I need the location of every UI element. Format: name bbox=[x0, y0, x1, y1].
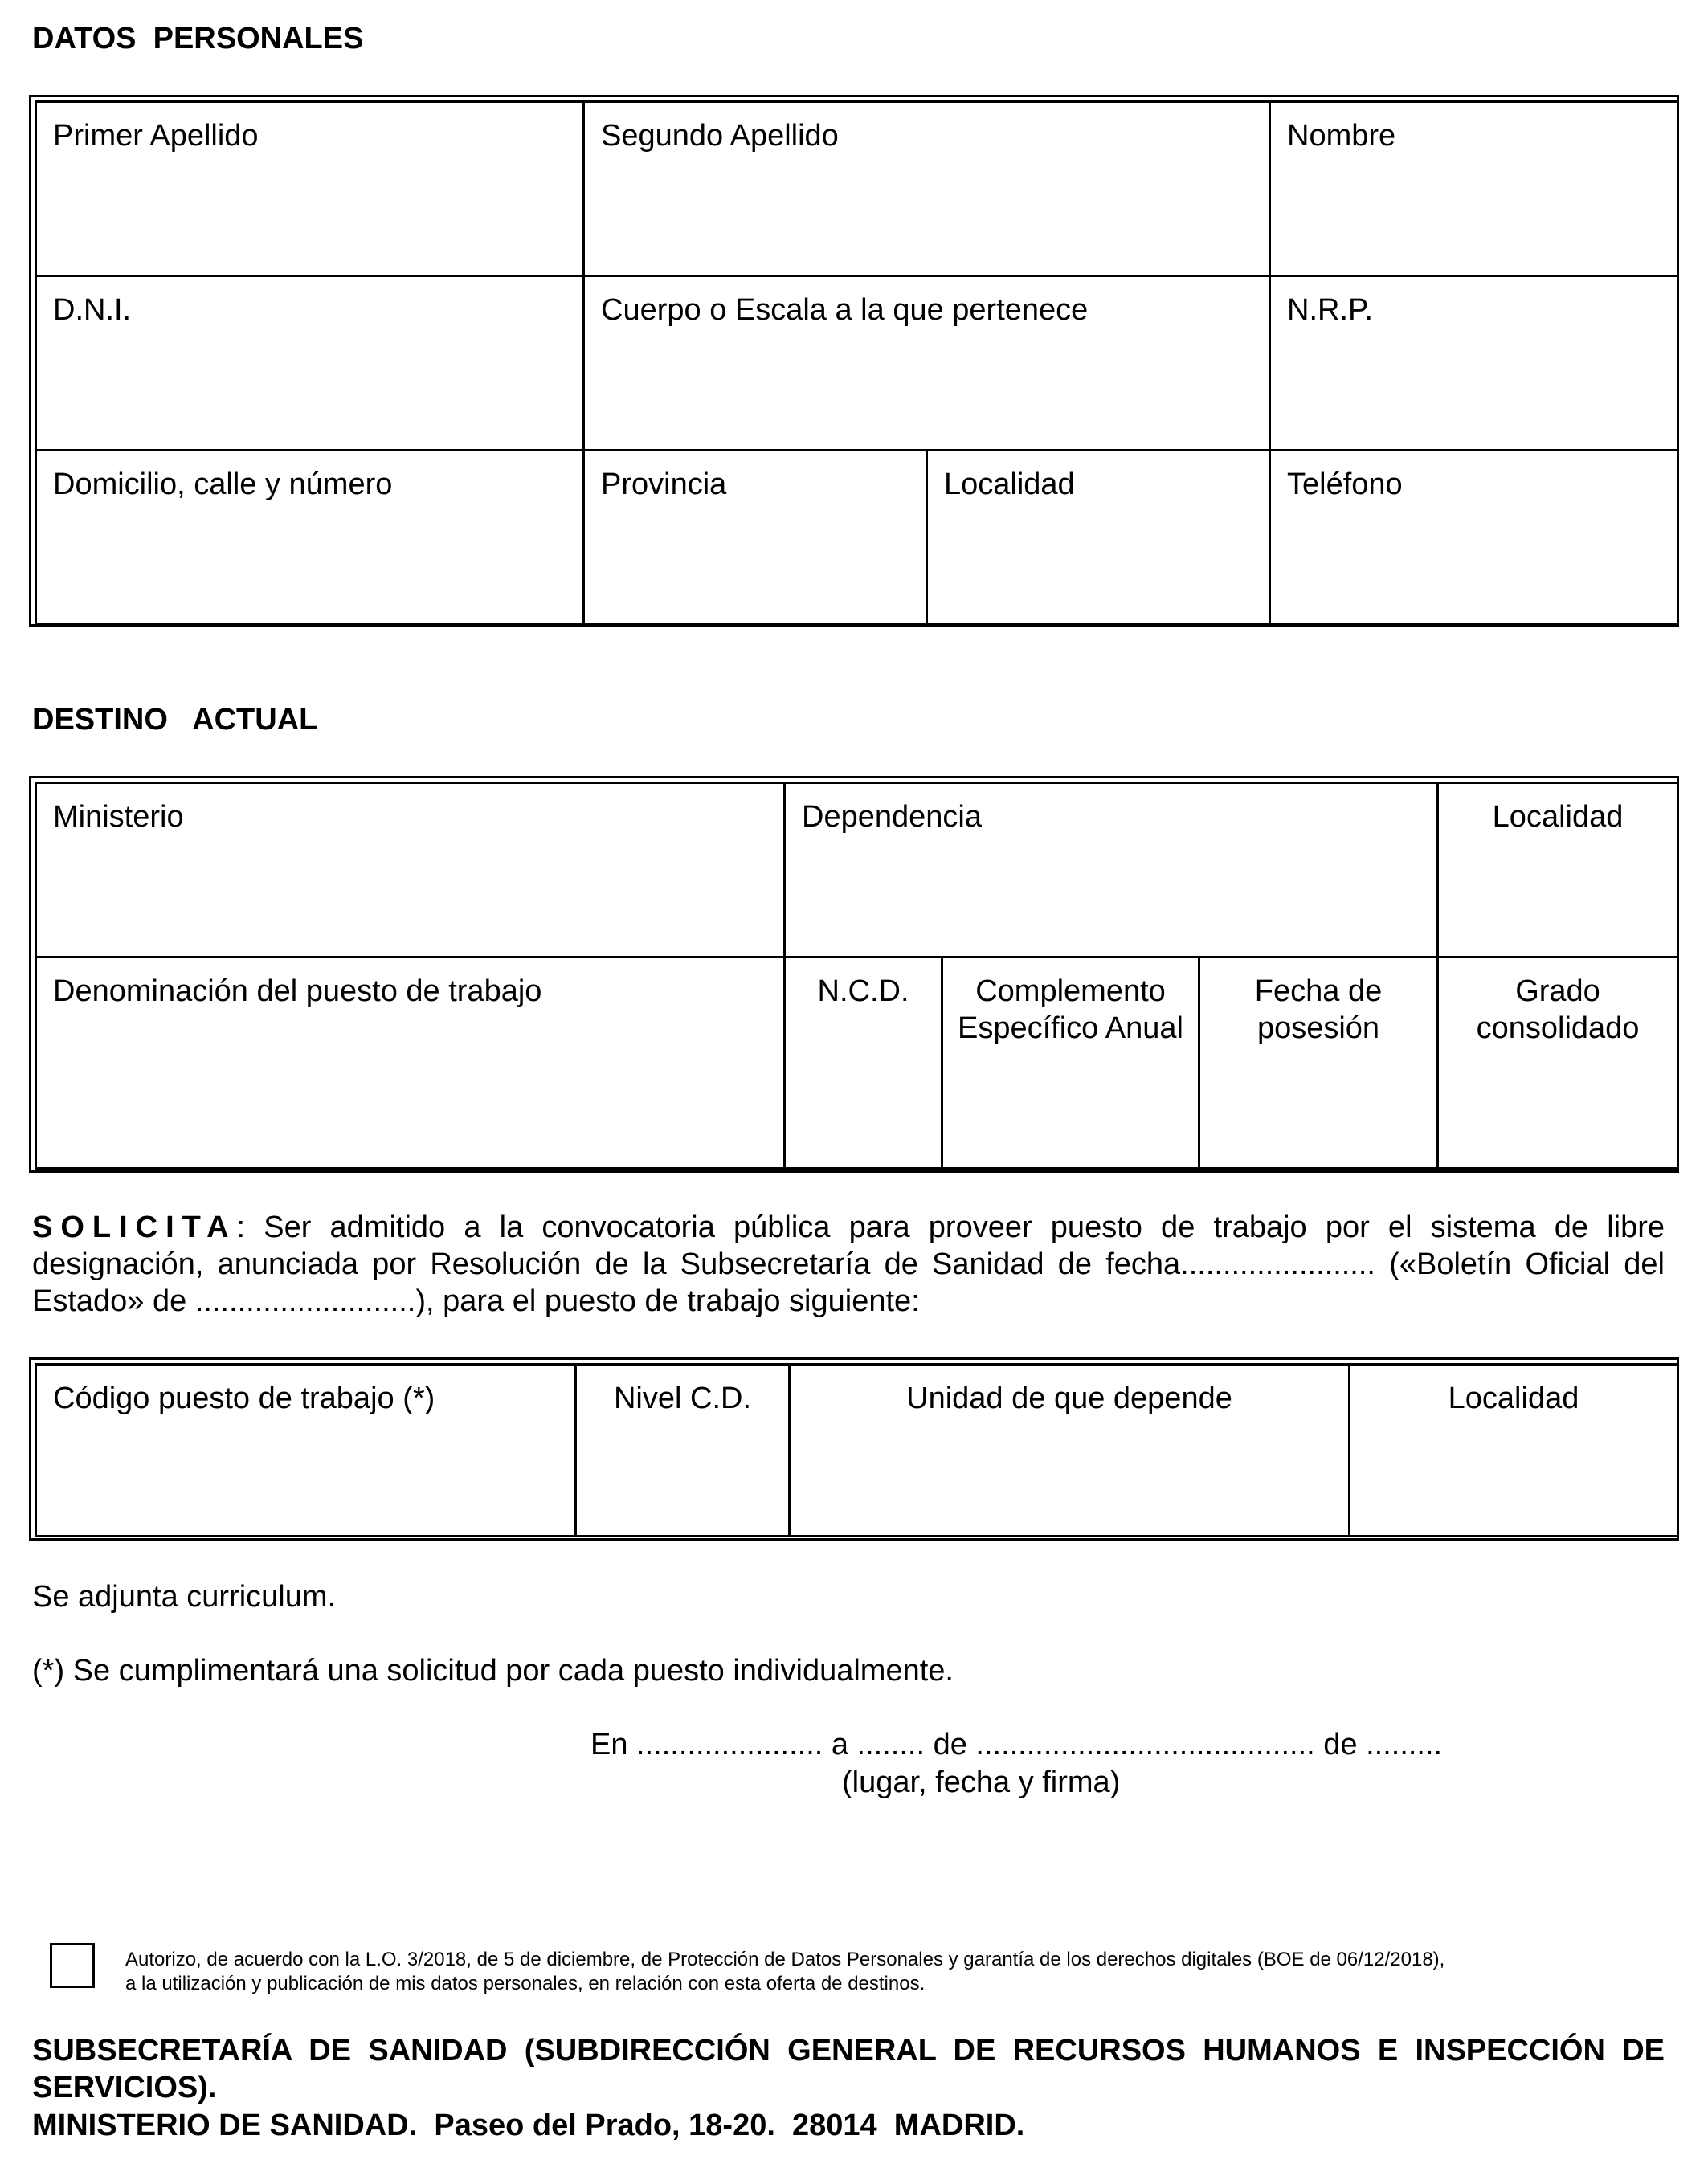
first-surname-label: Primer Apellido bbox=[53, 119, 259, 153]
corps-field[interactable] bbox=[584, 276, 1270, 451]
footer-office: SUBSECRETARÍA DE SANIDAD (SUBDIRECCIÓN GENERAL DE RECURSOS HUMANOS E INSPECCIÓN DE SERVICIOS). bbox=[32, 2034, 1665, 2104]
solicita-paragraph bbox=[32, 1209, 1665, 1320]
second-surname-label: Segundo Apellido bbox=[601, 119, 839, 153]
province-field[interactable] bbox=[584, 451, 927, 625]
individual-request-note: (*) Se cumplimentará una solicitud por cada puesto individualmente. bbox=[32, 1654, 954, 1688]
address-label: Domicilio, calle y número bbox=[53, 467, 393, 501]
first-surname-field[interactable] bbox=[36, 102, 584, 276]
requested-locality-label: Localidad bbox=[1448, 1382, 1579, 1415]
phone-label: Teléfono bbox=[1287, 467, 1403, 501]
personal-data-table bbox=[29, 95, 1679, 627]
possession-date-label: Fecha de posesión bbox=[1254, 974, 1383, 1045]
possession-date-field[interactable] bbox=[1199, 957, 1438, 1169]
section-heading-datos-personales: DATOS PERSONALES bbox=[32, 22, 364, 55]
curriculum-note: Se adjunta curriculum. bbox=[32, 1580, 337, 1614]
solicita-label: SOLICITA bbox=[32, 1210, 237, 1244]
requested-post-table bbox=[29, 1357, 1679, 1541]
locality-label: Localidad bbox=[944, 467, 1075, 501]
requested-locality-field[interactable] bbox=[1350, 1365, 1678, 1537]
solicita-text: : Ser admitido a la convocatoria pública para proveer puesto de trabajo por el sistema de libre designación, anunciada por Resolución de la Subsecretaría de Sanidad de fecha....................... («Boletín Oficial del Estado» de ..........................), para el puesto de trabajo siguiente: bbox=[32, 1210, 1665, 1318]
post-name-field[interactable] bbox=[36, 957, 785, 1169]
level-cd-label: Nivel C.D. bbox=[613, 1382, 752, 1415]
dni-label: D.N.I. bbox=[53, 293, 132, 327]
province-label: Provincia bbox=[601, 467, 727, 501]
nrp-label: N.R.P. bbox=[1287, 293, 1374, 327]
post-code-label: Código puesto de trabajo (*) bbox=[53, 1382, 435, 1415]
second-surname-field[interactable] bbox=[584, 102, 1270, 276]
ministry-field[interactable] bbox=[36, 783, 785, 957]
footer-address: MINISTERIO DE SANIDAD. Paseo del Prado, 18-20. 28014 MADRID. bbox=[32, 2108, 1025, 2142]
specific-complement-label: Complemento Específico Anual bbox=[958, 974, 1183, 1045]
unit-label: Unidad de que depende bbox=[906, 1382, 1232, 1415]
specific-complement-field[interactable] bbox=[942, 957, 1199, 1169]
current-locality-label: Localidad bbox=[1492, 800, 1624, 834]
dni-field[interactable] bbox=[36, 276, 584, 451]
signature-line[interactable]: En ...................... a ........ de ........................................ de ......... bbox=[590, 1728, 1443, 1761]
name-label: Nombre bbox=[1287, 119, 1396, 153]
dependency-field[interactable] bbox=[785, 783, 1438, 957]
current-locality-field[interactable] bbox=[1438, 783, 1678, 957]
level-cd-field[interactable] bbox=[576, 1365, 790, 1537]
consolidated-grade-field[interactable] bbox=[1438, 957, 1678, 1169]
phone-field[interactable] bbox=[1270, 451, 1678, 625]
address-field[interactable] bbox=[36, 451, 584, 625]
consolidated-grade-label: Grado consolidado bbox=[1476, 974, 1640, 1045]
post-name-label: Denominación del puesto de trabajo bbox=[53, 974, 542, 1008]
ministry-label: Ministerio bbox=[53, 800, 184, 834]
section-heading-destino-actual: DESTINO ACTUAL bbox=[32, 703, 318, 737]
ncd-label: N.C.D. bbox=[817, 974, 909, 1008]
consent-text: Autorizo, de acuerdo con la L.O. 3/2018, de 5 de diciembre, de Protección de Datos Personales y garantía de los derechos digitales (BOE de 06/12/2018), a la utilización y publicación de mis datos personales, en relación con esta oferta de destinos. bbox=[125, 1949, 1445, 1994]
locality-field[interactable] bbox=[927, 451, 1270, 625]
unit-field[interactable] bbox=[790, 1365, 1350, 1537]
post-code-field[interactable] bbox=[36, 1365, 576, 1537]
ncd-field[interactable] bbox=[785, 957, 942, 1169]
consent-checkbox[interactable] bbox=[50, 1943, 95, 1988]
nrp-field[interactable] bbox=[1270, 276, 1678, 451]
name-field[interactable] bbox=[1270, 102, 1678, 276]
signature-caption: (lugar, fecha y firma) bbox=[842, 1766, 1121, 1799]
current-post-table bbox=[29, 776, 1679, 1173]
corps-label: Cuerpo o Escala a la que pertenece bbox=[601, 293, 1089, 327]
dependency-label: Dependencia bbox=[802, 800, 982, 834]
